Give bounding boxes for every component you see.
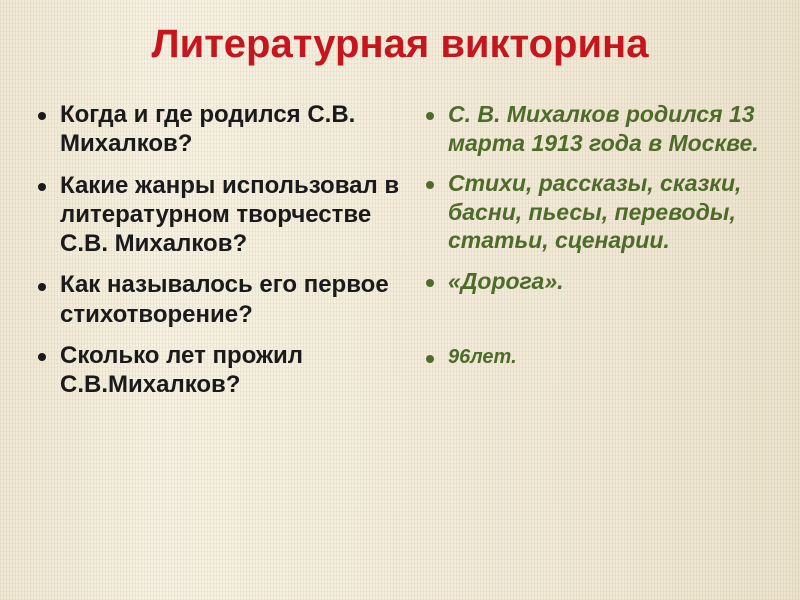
answer-text: 96лет. [448, 346, 517, 369]
bullet-icon [426, 112, 434, 120]
bullet-icon [38, 183, 46, 191]
question-text: Как называлось его первое стихотворение? [60, 271, 389, 328]
list-item [422, 169, 784, 255]
page-title: Литературная викторина [151, 22, 649, 66]
questions-column [0, 100, 410, 411]
list-item [422, 100, 784, 157]
answer-text: «Дорога». [448, 267, 564, 294]
content-columns [0, 100, 800, 411]
bullet-icon [426, 279, 434, 287]
bullet-icon [38, 353, 46, 361]
answers-column [410, 100, 800, 382]
question-text: Когда и где родился С.В. Михалков? [60, 101, 356, 158]
list-item [34, 341, 404, 400]
bullet-icon [38, 112, 46, 120]
answer-text: Стихи, рассказы, сказки, басни, пьесы, переводы, статьи, сценарии. [448, 170, 742, 254]
question-text: Какие жанры использовал в литературном творчестве С.В. Михалков? [60, 171, 400, 258]
answers-list [422, 100, 784, 370]
question-text: Сколько лет прожил С.В.Михалков? [60, 341, 304, 399]
list-item [34, 171, 404, 259]
bullet-icon [426, 355, 434, 363]
list-spacer [422, 307, 784, 333]
list-item [34, 100, 404, 159]
list-item [34, 270, 404, 329]
questions-list [34, 100, 404, 399]
bullet-icon [38, 283, 46, 291]
answer-text: С. В. Михалков родился 13 марта 1913 года в Москве. [448, 101, 759, 156]
list-item [422, 345, 784, 370]
bullet-icon [426, 181, 434, 189]
list-item [422, 267, 784, 296]
